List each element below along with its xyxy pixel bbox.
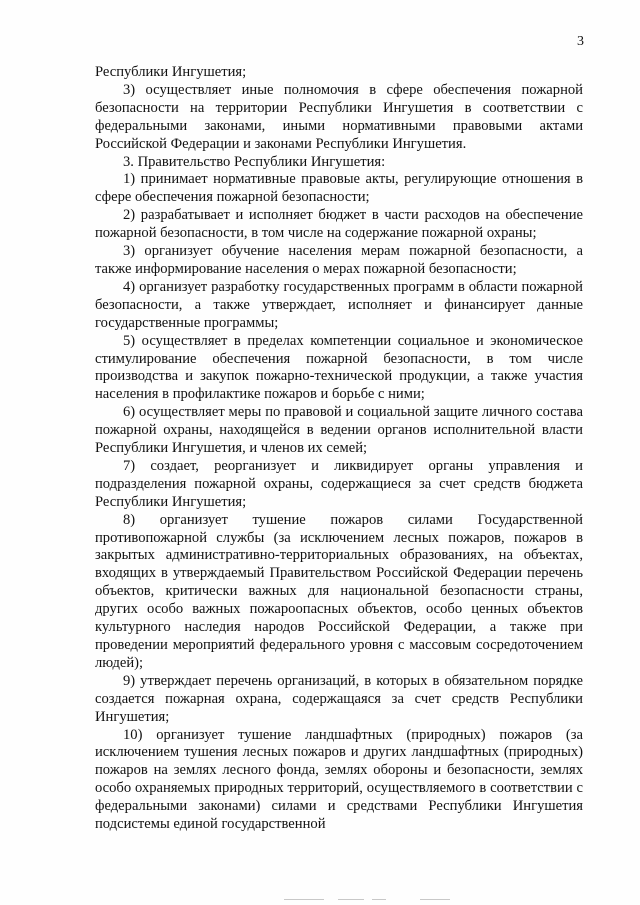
paragraph-item-6: 6) осуществляет меры по правовой и социальной защите личного состава пожарной охраны, находящейся в ведении органов исполнительной власти Республики Ингушетия, и членов их семей;: [95, 404, 583, 457]
paragraph-item-8: 8) организует тушение пожаров силами Государственной противопожарной службы (за исключением лесных пожаров, пожаров в закрытых административно-территориальных образованиях, на объектах, входящих в утверждаемый Правительством Российской Федерации перечень объектов, критически важных для национальной безопасности страны, других особо важных пожароопасных объектов, особо ценных объектов культурного наследия народов Российской Федерации, а также при проведении мероприятий федерального уровня с массовым сосредоточением людей);: [95, 511, 583, 671]
paragraph-continuation: Республики Ингушетия;: [95, 64, 247, 80]
paragraph-item-5: 5) осуществляет в пределах компетенции социальное и экономическое стимулирование обеспечения пожарной безопасности, в том числе производства и закупок пожарно-технической продукции, а также участия населения в профилактике пожаров и борьбе с ними;: [95, 332, 583, 403]
page-number: 3: [577, 34, 584, 49]
paragraph-item-2: 2) разрабатывает и исполняет бюджет в части расходов на обеспечение пожарной безопасности, в том числе на содержание пожарной охраны;: [95, 207, 583, 242]
section-heading-government: 3. Правительство Республики Ингушетия:: [123, 153, 386, 170]
paragraph-item-3: 3) организует обучение населения мерам пожарной безопасности, а также информирование населения о мерах пожарной безопасности;: [95, 243, 583, 277]
paragraph-item-10: 10) организует тушение ландшафтных (природных) пожаров (за исключением тушения лесных пожаров и других ландшафтных (природных) пожаров на землях лесного фонда, землях обороны и безопасности, землях особо охраняемых природных территорий, осуществляемого в соответствии с федеральными законами) силами и средствами Республики Ингушетия подсистемы единой государственной: [95, 726, 583, 833]
paragraph-item-4: 4) организует разработку государственных программ в области пожарной безопасности, а также утверждает, исполняет и финансирует данные государственные программы;: [95, 278, 583, 331]
document-body: [95, 64, 583, 834]
scan-footer-marks: [0, 893, 640, 905]
paragraph-item-3-other-powers: 3) осуществляет иные полномочия в сфере обеспечения пожарной безопасности на территории Республики Ингушетия в соответствии с федеральными законами, иными нормативными правовыми актами Российской Федерации и законами Республики Ингушетия.: [95, 81, 583, 152]
paragraph-item-9: 9) утверждает перечень организаций, в которых в обязательном порядке создается пожарная охрана, содержащаяся за счет средств Республики Ингушетия;: [95, 672, 583, 725]
paragraph-item-7: 7) создает, реорганизует и ликвидирует органы управления и подразделения пожарной охраны, содержащиеся за счет средств бюджета Республики Ингушетия;: [95, 457, 583, 510]
paragraph-item-1: 1) принимает нормативные правовые акты, регулирующие отношения в сфере обеспечения пожарной безопасности;: [95, 171, 583, 206]
